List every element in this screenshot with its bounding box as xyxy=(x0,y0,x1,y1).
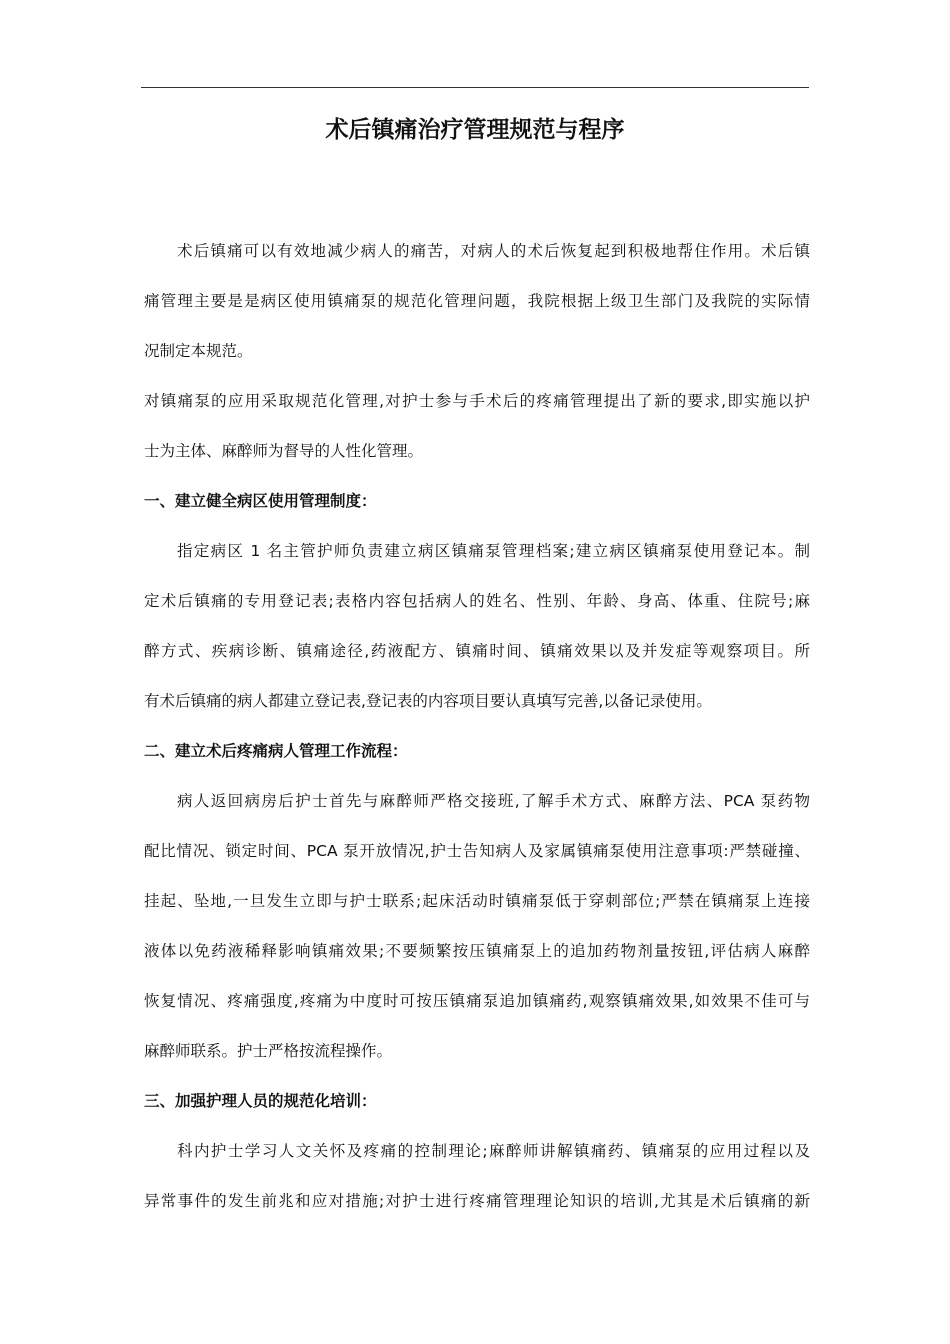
text-line: 对镇痛泵的应用采取规范化管理,对护士参与手术后的疼痛管理提出了新的要求,即实施以护 xyxy=(144,392,810,410)
section-heading-1: 一、建立健全病区使用管理制度： xyxy=(144,492,377,510)
text-line: 液体以免药液稀释影响镇痛效果;不要频繁按压镇痛泵上的追加药物剂量按钮,评估病人麻醉 xyxy=(144,942,810,960)
intro-paragraph xyxy=(144,226,810,376)
text-line: 醉方式、疾病诊断、镇痛途径,药液配方、镇痛时间、镇痛效果以及并发症等观察项目。所 xyxy=(144,642,810,660)
text-line: 挂起、坠地,一旦发生立即与护士联系;起床活动时镇痛泵低于穿刺部位;严禁在镇痛泵上连接 xyxy=(144,892,810,910)
text-line: 异常事件的发生前兆和应对措施;对护士进行疼痛管理理论知识的培训,尤其是术后镇痛的新 xyxy=(144,1192,810,1210)
text-line: 配比情况、锁定时间、PCA 泵开放情况,护士告知病人及家属镇痛泵使用注意事项:严禁碰撞、 xyxy=(144,842,810,860)
text-line: 科内护士学习人文关怀及疼痛的控制理论;麻醉师讲解镇痛药、镇痛泵的应用过程以及 xyxy=(177,1142,810,1160)
text-line: 定术后镇痛的专用登记表;表格内容包括病人的姓名、性别、年龄、身高、体重、住院号;麻 xyxy=(144,592,810,610)
text-line: 况制定本规范。 xyxy=(144,342,253,360)
text-line: 痛管理主要是是病区使用镇痛泵的规范化管理问题，我院根据上级卫生部门及我院的实际情 xyxy=(144,292,810,310)
text-line: 士为主体、麻醉师为督导的人性化管理。 xyxy=(144,442,424,460)
section-paragraph-3 xyxy=(144,1126,810,1226)
text-line: 有术后镇痛的病人都建立登记表,登记表的内容项目要认真填写完善,以备记录使用。 xyxy=(144,692,712,710)
text-line: 病人返回病房后护士首先与麻醉师严格交接班,了解手术方式、麻醉方法、PCA 泵药物 xyxy=(177,792,810,810)
text-line: 麻醉师联系。护士严格按流程操作。 xyxy=(144,1042,393,1060)
text-line: 恢复情况、疼痛强度,疼痛为中度时可按压镇痛泵追加镇痛药,观察镇痛效果,如效果不佳可与 xyxy=(144,992,810,1010)
text-line: 术后镇痛可以有效地减少病人的痛苦，对病人的术后恢复起到积极地帮住作用。术后镇 xyxy=(177,242,810,260)
section-heading-2: 二、建立术后疼痛病人管理工作流程： xyxy=(144,742,408,760)
header-rule xyxy=(141,87,809,88)
section-heading-3: 三、加强护理人员的规范化培训： xyxy=(144,1092,377,1110)
text-line: 指定病区 1 名主管护师负责建立病区镇痛泵管理档案;建立病区镇痛泵使用登记本。制 xyxy=(177,542,810,560)
section-paragraph-2 xyxy=(144,776,810,1076)
document-title: 术后镇痛治疗管理规范与程序 xyxy=(325,117,625,143)
section-paragraph-1 xyxy=(144,526,810,726)
intro-paragraph-2 xyxy=(144,376,810,476)
document-body xyxy=(144,226,810,1226)
